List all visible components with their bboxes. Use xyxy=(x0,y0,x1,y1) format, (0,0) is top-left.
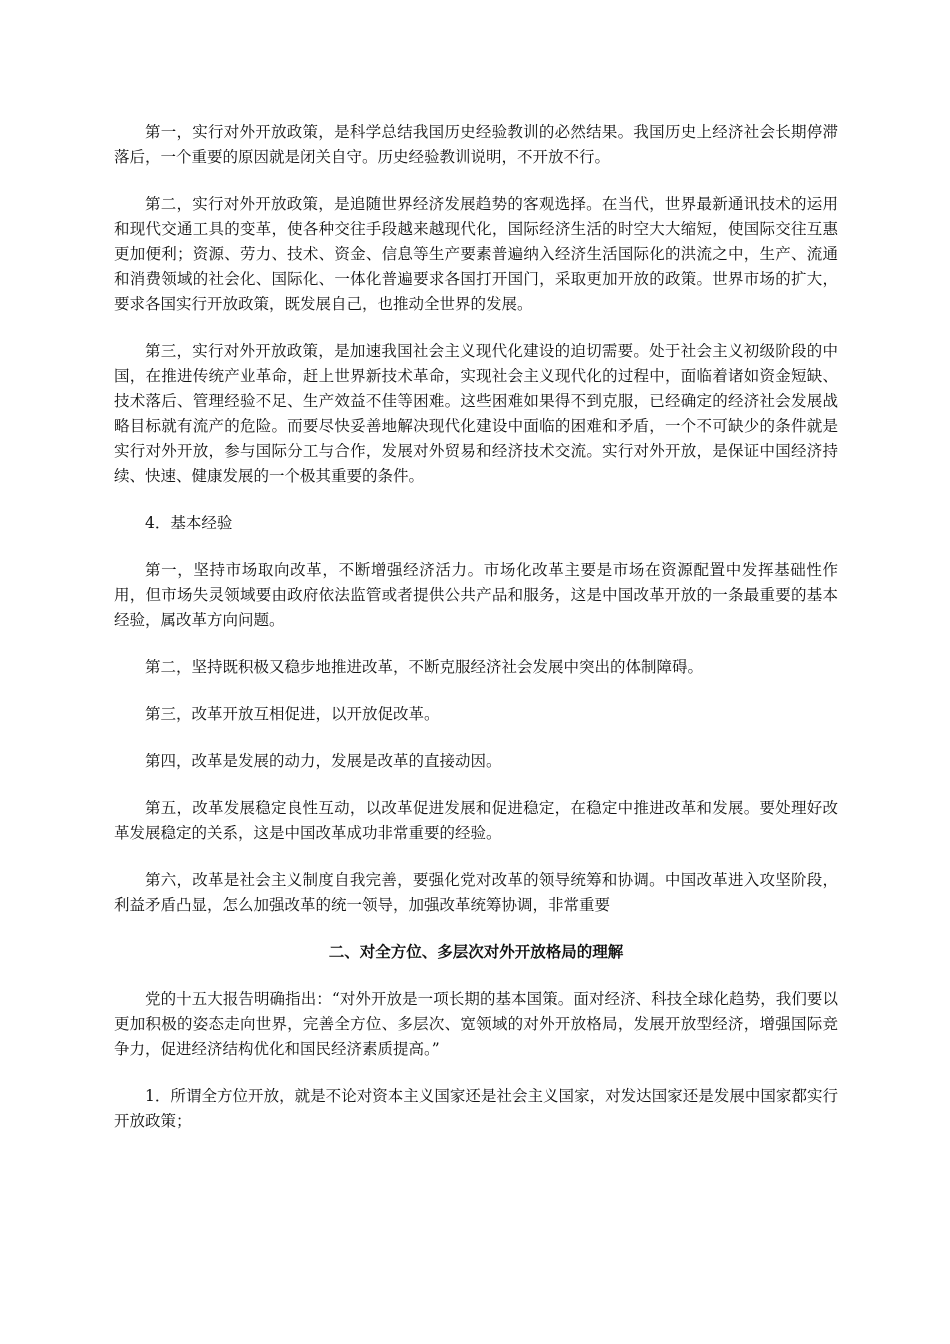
paragraph-all-round-opening: 1．所谓全方位开放，就是不论对资本主义国家还是社会主义国家，对发达国家还是发展中国家都实行开放政策； xyxy=(114,1087,838,1130)
paragraph-first-reason: 第一，实行对外开放政策，是科学总结我国历史经验教训的必然结果。我国历史上经济社会长期停滞落后，一个重要的原因就是闭关自守。历史经验教训说明，不开放不行。 xyxy=(114,123,838,166)
paragraph-experience-2: 第二，坚持既积极又稳步地推进改革，不断克服经济社会发展中突出的体制障碍。 xyxy=(145,658,704,676)
subheading-basic-experience: 4．基本经验 xyxy=(145,514,233,532)
paragraph-experience-3: 第三，改革开放互相促进，以开放促改革。 xyxy=(145,705,440,723)
paragraph-third-reason: 第三，实行对外开放政策，是加速我国社会主义现代化建设的迫切需要。处于社会主义初级阶段的中国，在推进传统产业革命，赶上世界新技术革命，实现社会主义现代化的过程中，面临着诸如资金短缺、技术落后、管理经验不足、生产效益不佳等困难。这些困难如果得不到克服，已经确定的经济社会发展战略目标就有流产的危险。而要尽快妥善地解决现代化建设中面临的困难和矛盾，一个不可缺少的条件就是实行对外开放，参与国际分工与合作，发展对外贸易和经济技术交流。实行对外开放，是保证中国经济持续、快速、健康发展的一个极其重要的条件。 xyxy=(114,342,838,485)
section-title: 二、对全方位、多层次对外开放格局的理解 xyxy=(328,943,624,961)
paragraph-second-reason: 第二，实行对外开放政策，是追随世界经济发展趋势的客观选择。在当代，世界最新通讯技术的运用和现代交通工具的变革，使各种交往手段越来越现代化，国际经济生活的时空大大缩短，使国际交往互惠更加便利；资源、劳力、技术、资金、信息等生产要素普遍纳入经济生活国际化的洪流之中，生产、流通和消费领域的社会化、国际化、一体化普遍要求各国打开国门，采取更加开放的政策。世界市场的扩大，要求各国实行开放政策，既发展自己，也推动全世界的发展。 xyxy=(114,195,838,313)
paragraph-fifteenth-congress: 党的十五大报告明确指出：“对外开放是一项长期的基本国策。面对经济、科技全球化趋势，我们要以更加积极的姿态走向世界，完善全方位、多层次、宽领域的对外开放格局，发展开放型经济，增强国际竞争力，促进经济结构优化和国民经济素质提高。” xyxy=(114,990,838,1058)
paragraph-experience-4: 第四，改革是发展的动力，发展是改革的直接动因。 xyxy=(145,752,502,770)
paragraph-experience-5: 第五，改革发展稳定良性互动，以改革促进发展和促进稳定，在稳定中推进改革和发展。要处理好改革发展稳定的关系，这是中国改革成功非常重要的经验。 xyxy=(114,799,838,842)
paragraph-experience-1: 第一，坚持市场取向改革，不断增强经济活力。市场化改革主要是市场在资源配置中发挥基础性作用，但市场失灵领域要由政府依法监管或者提供公共产品和服务，这是中国改革开放的一条最重要的基本经验，属改革方向问题。 xyxy=(114,561,838,629)
paragraph-experience-6: 第六，改革是社会主义制度自我完善，要强化党对改革的领导统筹和协调。中国改革进入攻坚阶段，利益矛盾凸显，怎么加强改革的统一领导，加强改革统筹协调，非常重要 xyxy=(114,871,838,914)
document-body xyxy=(114,120,838,1156)
